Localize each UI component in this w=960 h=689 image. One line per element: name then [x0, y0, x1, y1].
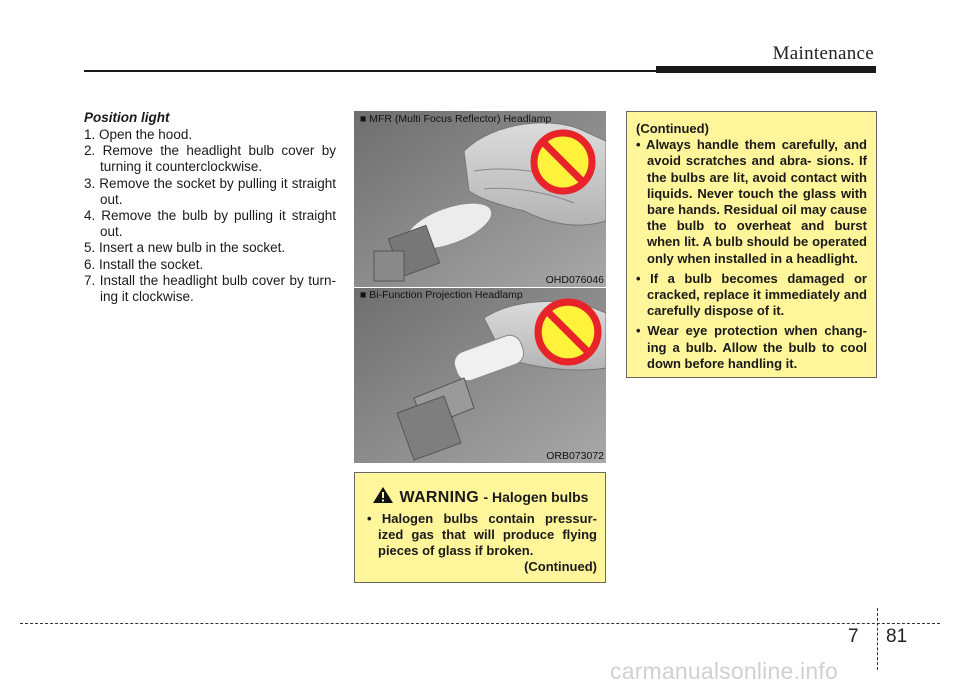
figure-caption: ■ MFR (Multi Focus Reflector) Headlamp [360, 113, 552, 125]
continued-heading: (Continued) [636, 121, 709, 136]
section-title: Position light [84, 110, 170, 125]
step-item: 4. Remove the bulb by pulling it straight out. [84, 208, 336, 240]
step-item: 7. Install the headlight bulb cover by turn- ing it clockwise. [84, 272, 336, 305]
figure-caption: ■ Bi-Function Projection Headlamp [360, 289, 523, 301]
header-title: Maintenance [772, 43, 874, 64]
step-item: 2. Remove the headlight bulb cover by turning it counterclockwise. [84, 143, 336, 175]
projection-headlamp-photo [354, 287, 606, 463]
step-item: 6. Install the socket. [84, 256, 204, 272]
continued-bullet: • Wear eye protection when chang- ing a bulb. Allow the bulb to cool down before handling it. [636, 323, 867, 371]
steps-list [84, 127, 336, 305]
footer-divider [20, 623, 940, 624]
prohibition-icon [534, 298, 602, 366]
warning-triangle-icon [372, 486, 394, 504]
warning-box [354, 472, 606, 583]
chapter-number: 7 [848, 626, 859, 647]
continued-warning-box [626, 111, 877, 378]
warning-continued: (Continued) [524, 559, 597, 574]
mfr-headlamp-photo [354, 111, 606, 287]
step-item: 1. Open the hood. [84, 127, 193, 142]
prohibition-icon [530, 129, 596, 195]
header-rule [84, 70, 656, 72]
header-bar [656, 66, 876, 73]
continued-bullet: • If a bulb becomes damaged or cracked, replace it immediately and carefully dispose of it. [636, 270, 867, 319]
warning-bullet: • Halogen bulbs contain pressur- ized gas that will produce flying pieces of glass if broken. [367, 511, 597, 558]
footer-separator [877, 608, 878, 670]
warning-subtitle: - Halogen bulbs [483, 489, 589, 505]
continued-bullet: • Always handle them carefully, and avoid scratches and abra- sions. If the bulbs are lit, avoid contact with liquids. Never touch the glass with bare hands. Residual oil may cause the bulb to overheat and burst when lit. A bulb should be operated only when installed in a headlight. [636, 137, 867, 266]
warning-heading [355, 486, 605, 507]
watermark: carmanualsonline.info [610, 658, 838, 684]
figure-code: OHD076046 [545, 274, 604, 286]
step-item: 5. Insert a new bulb in the socket. [84, 240, 286, 256]
page-number: 81 [886, 626, 908, 647]
continued-warning-body [636, 121, 867, 376]
figure-code: ORB073072 [546, 450, 604, 462]
warning-label: WARNING [399, 489, 479, 506]
warning-body [367, 511, 597, 575]
step-item: 3. Remove the socket by pulling it straight out. [84, 175, 336, 207]
